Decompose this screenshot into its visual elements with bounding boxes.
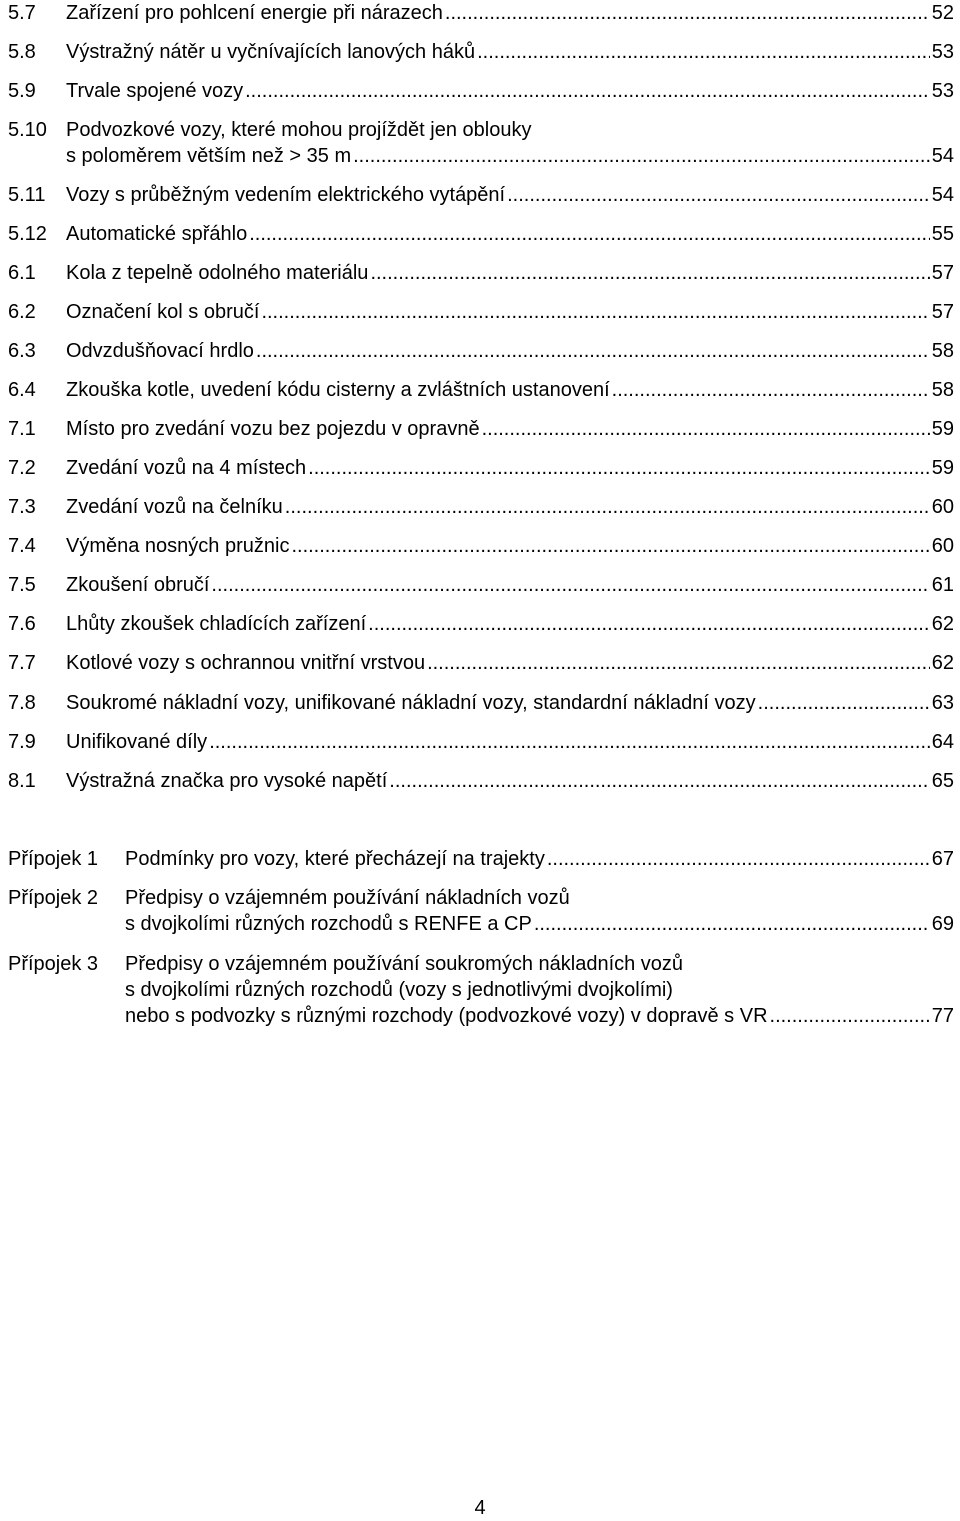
toc-entry-title: Předpisy o vzájemném používání soukromých nákladních vozů: [125, 953, 684, 975]
dot-leader: [370, 260, 929, 286]
dot-leader: [507, 182, 930, 208]
toc-entry-page: 59: [931, 418, 954, 440]
toc-entry-page: 61: [931, 574, 954, 596]
toc-entry[interactable]: [8, 78, 954, 104]
toc-entry-number: 5.10: [8, 119, 47, 141]
toc-entry-title: Místo pro zvedání vozu bez pojezdu v opravně: [66, 418, 480, 440]
toc-entry-title: Kola z tepelně odolného materiálu: [66, 262, 369, 284]
toc-entry-title: Výstražný nátěr u vyčnívajících lanových háků: [66, 41, 476, 63]
toc-entry-title: Podvozkové vozy, které mohou projíždět jen oblouky: [66, 119, 532, 141]
dot-leader: [482, 416, 930, 442]
toc-entry-page: 54: [931, 184, 954, 206]
toc-entry-page: 53: [931, 80, 954, 102]
toc-entry-title: Zkoušení obručí: [66, 574, 210, 596]
toc-entry-title: nebo s podvozky s různými rozchody (podvozkové vozy) v dopravě s VR: [125, 1005, 768, 1027]
toc-entry-page: 63: [931, 692, 954, 714]
dot-leader: [256, 338, 930, 364]
dot-leader: [427, 650, 930, 676]
toc-entry-number: 5.12: [8, 223, 47, 245]
dot-leader: [285, 494, 930, 520]
toc-entry[interactable]: [8, 690, 954, 716]
toc-entry-page: 65: [931, 770, 954, 792]
toc-entry-number: 7.1: [8, 418, 36, 440]
toc-entry-number: Přípojek 2: [8, 887, 99, 909]
toc-entry-title: Lhůty zkoušek chladících zařízení: [66, 613, 367, 635]
toc-entry-page: 59: [931, 457, 954, 479]
toc-entry[interactable]: [8, 182, 954, 208]
toc-entry-page: 53: [931, 41, 954, 63]
toc-entry-number: 6.3: [8, 340, 36, 362]
toc-entry-number: 7.9: [8, 731, 36, 753]
toc-entry-title: s poloměrem větším než > 35 m: [66, 145, 352, 167]
toc-entry[interactable]: [8, 260, 954, 286]
toc-entry-title: Automatické spřáhlo: [66, 223, 248, 245]
toc-entry-title: Výměna nosných pružnic: [66, 535, 290, 557]
toc-entry-number: Přípojek 3: [8, 953, 99, 975]
dot-leader: [770, 1003, 930, 1029]
dot-leader: [209, 729, 930, 755]
toc-entry-page: 58: [931, 379, 954, 401]
toc-entry-page: 57: [931, 262, 954, 284]
toc-entry-number: 7.8: [8, 692, 36, 714]
page-number: 4: [474, 1497, 486, 1519]
toc-entry-page: 60: [931, 535, 954, 557]
toc-entry-title: Soukromé nákladní vozy, unifikované nákladní vozy, standardní nákladní vozy: [66, 692, 756, 714]
toc-entry-title: Kotlové vozy s ochrannou vnitřní vrstvou: [66, 652, 426, 674]
toc-entry-page: 60: [931, 496, 954, 518]
dot-leader: [612, 377, 930, 403]
toc-entry-title: Označení kol s obručí: [66, 301, 260, 323]
toc-entry-number: 5.11: [8, 184, 46, 206]
dot-leader: [249, 221, 930, 247]
toc-entry-number: 7.6: [8, 613, 36, 635]
toc-entry-page: 67: [931, 848, 954, 870]
toc-entry-title: Zařízení pro pohlcení energie při nárazech: [66, 2, 443, 24]
toc-entry[interactable]: [8, 416, 954, 442]
dot-leader: [368, 611, 930, 637]
toc-entry-page: 52: [931, 2, 954, 24]
toc-entry[interactable]: [8, 0, 954, 26]
toc-entry-title: Zvedání vozů na 4 místech: [66, 457, 307, 479]
toc-entry-number: 7.7: [8, 652, 36, 674]
toc-entry-page: 62: [931, 652, 954, 674]
toc-entry-page: 55: [931, 223, 954, 245]
toc-entry[interactable]: [8, 117, 954, 169]
toc-entry-page: 62: [931, 613, 954, 635]
toc-entry[interactable]: [8, 729, 954, 755]
dot-leader: [389, 768, 929, 794]
toc-entry-number: 5.9: [8, 80, 36, 102]
toc-entry-page: 58: [931, 340, 954, 362]
dot-leader: [211, 572, 929, 598]
toc-entry-page: 54: [931, 145, 954, 167]
toc-entry[interactable]: [8, 533, 954, 559]
dot-leader: [547, 846, 930, 872]
toc-entry-title: Trvale spojené vozy: [66, 80, 244, 102]
toc-entry[interactable]: [8, 299, 954, 325]
toc-entry-title: Zvedání vozů na čelníku: [66, 496, 283, 518]
toc-entry-number: 8.1: [8, 770, 36, 792]
toc-entry[interactable]: [8, 768, 954, 794]
toc-entry[interactable]: [8, 494, 954, 520]
toc-entry[interactable]: [8, 39, 954, 65]
toc-entry[interactable]: [8, 611, 954, 637]
toc-entry-title: Odvzdušňovací hrdlo: [66, 340, 254, 362]
dot-leader: [353, 143, 930, 169]
toc-entry-page: 57: [931, 301, 954, 323]
dot-leader: [308, 455, 930, 481]
toc-entry-number: 7.5: [8, 574, 36, 596]
toc-entry-number: 7.2: [8, 457, 36, 479]
toc-entry-title: Zkouška kotle, uvedení kódu cisterny a zvláštních ustanovení: [66, 379, 610, 401]
toc-entry-page: 77: [931, 1005, 954, 1027]
dot-leader: [445, 0, 930, 26]
toc-entry-title: Vozy s průběžným vedením elektrického vytápění: [66, 184, 506, 206]
toc-entry[interactable]: [8, 846, 954, 872]
toc-entry-page: 64: [931, 731, 954, 753]
dot-leader: [534, 911, 930, 937]
toc-entry-number: 6.2: [8, 301, 36, 323]
toc-entry[interactable]: [8, 572, 954, 598]
toc-entry-number: 7.4: [8, 535, 36, 557]
toc-entry[interactable]: [8, 885, 954, 937]
toc-entry-number: 5.7: [8, 2, 36, 24]
toc-entry-title: s dvojkolími různých rozchodů (vozy s jednotlivými dvojkolími): [125, 979, 673, 1001]
toc-entry-number: Přípojek 1: [8, 848, 99, 870]
dot-leader: [758, 690, 930, 716]
dot-leader: [245, 78, 930, 104]
toc-entry-title: s dvojkolími různých rozchodů s RENFE a CP: [125, 913, 532, 935]
toc-entry[interactable]: [8, 951, 954, 1029]
toc-entry[interactable]: [8, 338, 954, 364]
toc-entry[interactable]: [8, 377, 954, 403]
toc-entry-title: Předpisy o vzájemném používání nákladních vozů: [125, 887, 570, 909]
toc-entry-number: 7.3: [8, 496, 36, 518]
toc-entry[interactable]: [8, 221, 954, 247]
dot-leader: [261, 299, 929, 325]
toc-entry-page: 69: [931, 913, 954, 935]
toc-entry-title: Unifikované díly: [66, 731, 208, 753]
toc-entry-number: 5.8: [8, 41, 36, 63]
toc-entry[interactable]: [8, 650, 954, 676]
dot-leader: [477, 39, 930, 65]
toc-entry-title: Podmínky pro vozy, které přecházejí na trajekty: [125, 848, 545, 870]
toc-entry-number: 6.1: [8, 262, 36, 284]
dot-leader: [291, 533, 929, 559]
toc-entry[interactable]: [8, 455, 954, 481]
toc-entry-title: Výstražná značka pro vysoké napětí: [66, 770, 388, 792]
toc-entry-number: 6.4: [8, 379, 36, 401]
